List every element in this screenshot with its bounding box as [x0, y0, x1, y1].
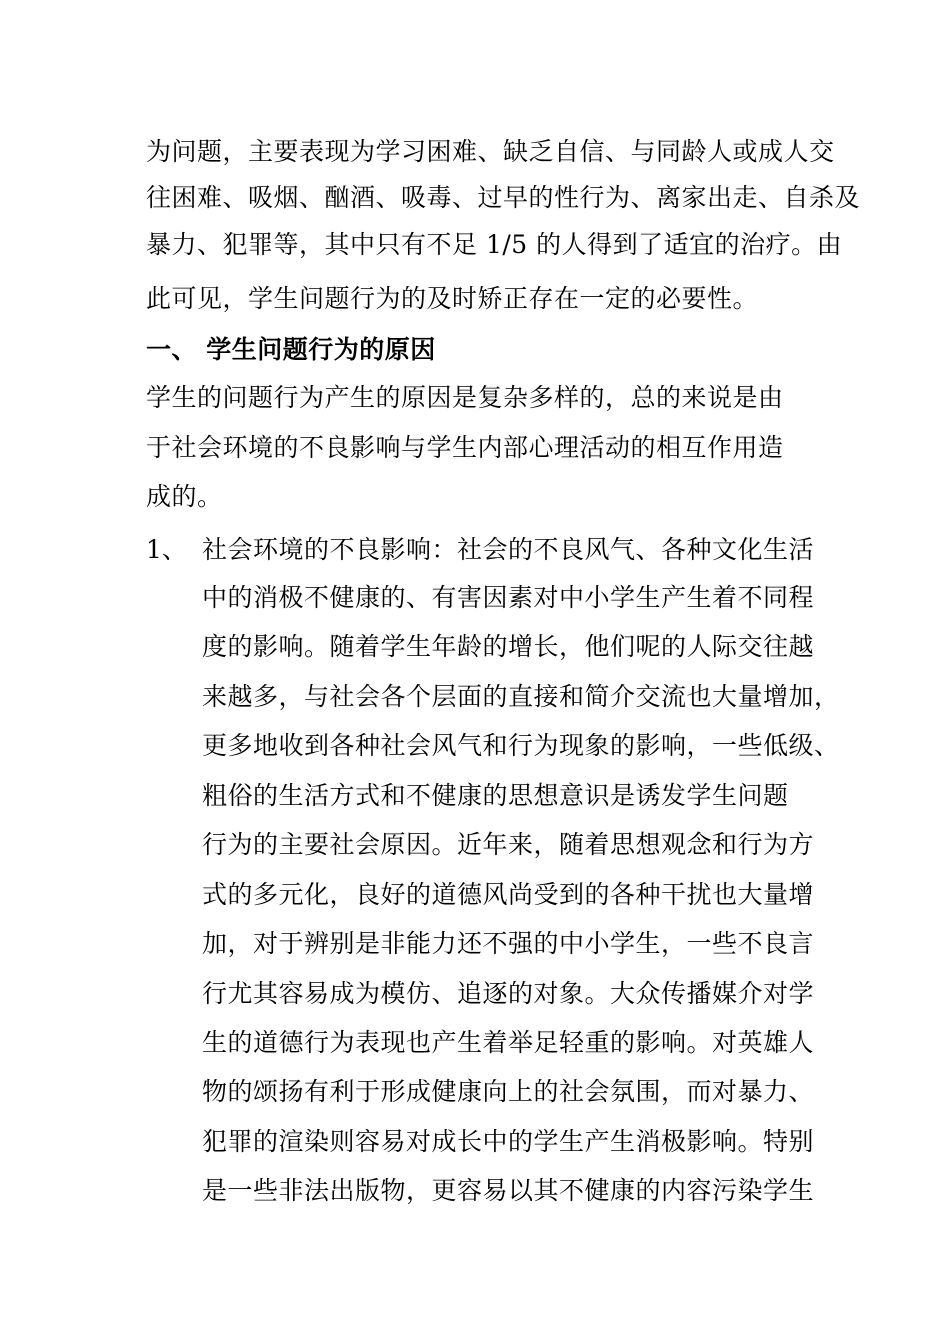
intro-line-4: 此可见，学生问题行为的及时矫正存在一定的必要性。: [146, 284, 759, 313]
item-1-line-13: 犯罪的渲染则容易对成长中的学生产生消极影响。特别: [202, 1127, 815, 1156]
item-1-line-10: 行尤其容易成为模仿、追逐的对象。大众传播媒介对学: [202, 979, 815, 1008]
item-1-line-1: 社会环境的不良影响：社会的不良风气、各种文化生活: [202, 535, 815, 564]
item-1-line-5: 更多地收到各种社会风气和行为现象的影响，一些低级、: [202, 731, 840, 760]
item-1-line-14: 是一些非法出版物，更容易以其不健康的内容污染学生: [202, 1176, 815, 1205]
intro-line-3: 暴力、犯罪等，其中只有不足 1/5 的人得到了适宜的治疗。由: [146, 230, 843, 259]
item-1-line-11: 生的道德行为表现也产生着举足轻重的影响。对英雄人: [202, 1028, 815, 1057]
intro-line-2: 往困难、吸烟、酗酒、吸毒、过早的性行为、离家出走、自杀及: [146, 183, 861, 212]
section-intro-line-1: 学生的问题行为产生的原因是复杂多样的，总的来说是由: [146, 383, 784, 412]
section-intro-line-3: 成的。: [146, 482, 223, 511]
item-1-line-4: 来越多，与社会各个层面的直接和简介交流也大量增加，: [202, 682, 840, 711]
item-1-line-7: 行为的主要社会原因。近年来，随着思想观念和行为方: [202, 830, 815, 859]
item-1-line-2: 中的消极不健康的、有害因素对中小学生产生着不同程: [202, 583, 815, 612]
item-1-line-8: 式的多元化，良好的道德风尚受到的各种干扰也大量增: [202, 880, 815, 909]
item-1-line-9: 加，对于辨别是非能力还不强的中小学生，一些不良言: [202, 929, 815, 958]
item-1-number: 1、: [146, 535, 187, 564]
section-intro-line-2: 于社会环境的不良影响与学生内部心理活动的相互作用造: [146, 433, 784, 462]
item-1-line-12: 物的颂扬有利于形成健康向上的社会氛围，而对暴力、: [202, 1077, 815, 1106]
intro-line-1: 为问题，主要表现为学习困难、缺乏自信、与同龄人或成人交: [146, 137, 835, 166]
section-heading: 一、 学生问题行为的原因: [146, 335, 436, 364]
item-1-line-3: 度的影响。随着学生年龄的增长，他们呢的人际交往越: [202, 632, 815, 661]
item-1-line-6: 粗俗的生活方式和不健康的思想意识是诱发学生问题: [202, 781, 789, 810]
